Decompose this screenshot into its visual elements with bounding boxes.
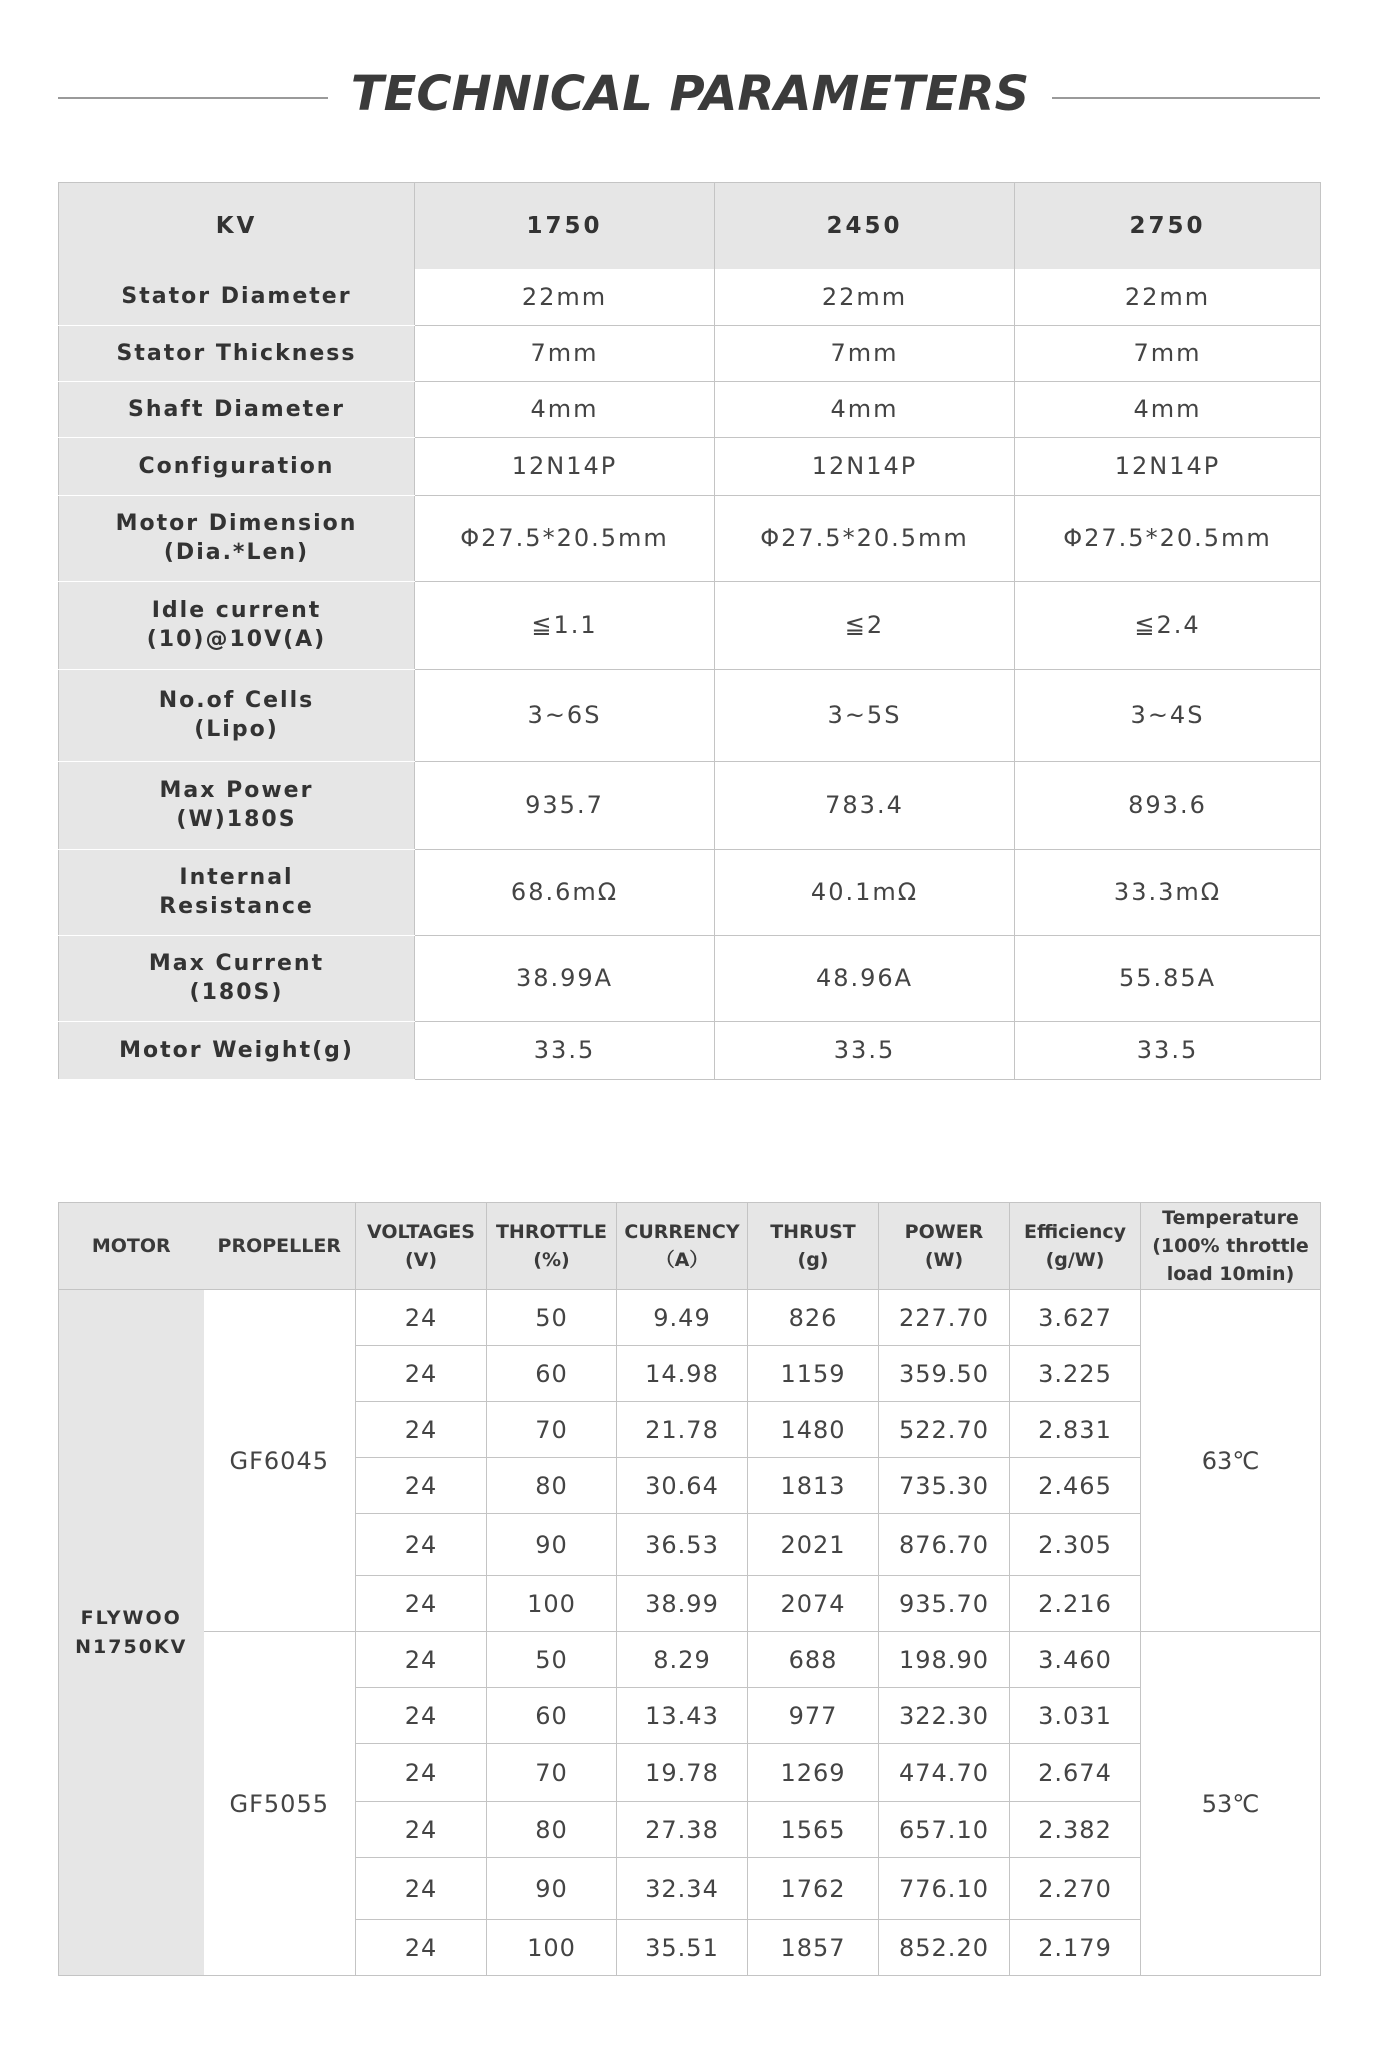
performance-value-cell: 14.98 (617, 1346, 748, 1402)
performance-value-cell: 1159 (748, 1346, 879, 1402)
text-line: (%) (533, 1249, 570, 1271)
performance-value-cell: 977 (748, 1688, 879, 1744)
performance-value-cell: 2.382 (1010, 1802, 1141, 1858)
spec-value-cell: 893.6 (1015, 761, 1321, 849)
performance-value-cell: 735.30 (879, 1458, 1010, 1514)
performance-value-cell: 80 (487, 1802, 617, 1858)
performance-value-cell: 935.70 (879, 1576, 1010, 1632)
performance-value-cell: 50 (487, 1290, 617, 1346)
spec-row-label (59, 381, 415, 437)
text-line: FLYWOO (80, 1606, 182, 1629)
spec-row (59, 437, 1321, 495)
performance-value-cell: 8.29 (617, 1632, 748, 1688)
performance-value-cell: 13.43 (617, 1688, 748, 1744)
text-line: (180S) (189, 980, 284, 1005)
text-line: VOLTAGES (367, 1221, 475, 1243)
performance-value-cell: 359.50 (879, 1346, 1010, 1402)
spec-value-cell: 40.1mΩ (715, 849, 1015, 935)
performance-value-cell: 32.34 (617, 1858, 748, 1920)
text-line: N1750KV (75, 1635, 188, 1658)
performance-value-cell: 2021 (748, 1514, 879, 1576)
performance-value-cell: 2.179 (1010, 1920, 1141, 1976)
spec-value-cell: 4mm (715, 381, 1015, 437)
spec-value-cell: 935.7 (415, 761, 715, 849)
performance-value-cell: 24 (356, 1688, 487, 1744)
text-line: (Lipo) (194, 717, 279, 742)
text-line: Configuration (138, 453, 335, 479)
spec-value-cell: 33.5 (715, 1021, 1015, 1079)
text-line: No.of Cells (158, 688, 315, 713)
performance-value-cell: 21.78 (617, 1402, 748, 1458)
spec-value-cell: 7mm (715, 325, 1015, 381)
text-line: Temperature (1162, 1207, 1299, 1229)
spec-row (59, 581, 1321, 669)
title-bar (0, 60, 1380, 130)
text-line: load 10min) (1166, 1263, 1295, 1285)
spec-row-label (59, 581, 415, 669)
performance-value-cell: 688 (748, 1632, 879, 1688)
spec-row-label (59, 761, 415, 849)
spec-value-cell: 22mm (1015, 269, 1321, 325)
performance-value-cell: 2074 (748, 1576, 879, 1632)
performance-value-cell: 35.51 (617, 1920, 748, 1976)
performance-value-cell: 24 (356, 1402, 487, 1458)
performance-value-cell: 38.99 (617, 1576, 748, 1632)
text-line: Idle current (151, 598, 322, 623)
performance-value-cell: 100 (487, 1576, 617, 1632)
spec-value-cell: 33.3mΩ (1015, 849, 1321, 935)
performance-value-cell: 3.031 (1010, 1688, 1141, 1744)
text-line: THRUST (770, 1221, 856, 1243)
performance-header-cell (1010, 1203, 1141, 1290)
spec-header-cell: KV (59, 183, 415, 270)
spec-value-cell: 68.6mΩ (415, 849, 715, 935)
spec-value-cell: 12N14P (715, 437, 1015, 495)
performance-header-cell (1141, 1203, 1321, 1290)
spec-value-cell: ≦1.1 (415, 581, 715, 669)
performance-value-cell: 24 (356, 1858, 487, 1920)
performance-value-cell: 657.10 (879, 1802, 1010, 1858)
performance-value-cell: 24 (356, 1744, 487, 1802)
performance-value-cell: 100 (487, 1920, 617, 1976)
motor-model-cell (59, 1290, 204, 1976)
spec-value-cell: Φ27.5*20.5mm (1015, 495, 1321, 581)
temperature-cell: 53℃ (1141, 1632, 1321, 1976)
text-line: THROTTLE (495, 1221, 608, 1243)
spec-value-cell: 55.85A (1015, 935, 1321, 1021)
performance-header-cell (59, 1203, 204, 1290)
text-line: (W)180S (176, 807, 297, 832)
performance-value-cell: 3.627 (1010, 1290, 1141, 1346)
performance-value-cell: 90 (487, 1514, 617, 1576)
spec-value-cell: Φ27.5*20.5mm (415, 495, 715, 581)
performance-value-cell: 1857 (748, 1920, 879, 1976)
performance-value-cell: 24 (356, 1458, 487, 1514)
performance-value-cell: 1813 (748, 1458, 879, 1514)
performance-value-cell: 30.64 (617, 1458, 748, 1514)
performance-value-cell: 24 (356, 1802, 487, 1858)
performance-value-cell: 9.49 (617, 1290, 748, 1346)
temperature-cell: 63℃ (1141, 1290, 1321, 1632)
spec-value-cell: ≦2.4 (1015, 581, 1321, 669)
text-line: Motor Weight(g) (119, 1037, 354, 1063)
performance-value-cell: 474.70 (879, 1744, 1010, 1802)
performance-table (58, 1202, 1321, 1976)
spec-row (59, 325, 1321, 381)
text-line: (100% throttle (1152, 1235, 1309, 1257)
text-line: POWER (904, 1221, 984, 1243)
performance-value-cell: 24 (356, 1920, 487, 1976)
performance-value-cell: 2.270 (1010, 1858, 1141, 1920)
table-row (59, 1632, 1321, 1688)
performance-value-cell: 70 (487, 1402, 617, 1458)
spec-value-cell: 3~5S (715, 669, 1015, 761)
text-line: Motor Dimension (115, 511, 358, 536)
spec-value-cell: 783.4 (715, 761, 1015, 849)
spec-row (59, 669, 1321, 761)
performance-value-cell: 19.78 (617, 1744, 748, 1802)
performance-value-cell: 3.225 (1010, 1346, 1141, 1402)
performance-value-cell: 50 (487, 1632, 617, 1688)
performance-value-cell: 24 (356, 1632, 487, 1688)
performance-value-cell: 2.831 (1010, 1402, 1141, 1458)
spec-value-cell: 7mm (415, 325, 715, 381)
spec-row (59, 381, 1321, 437)
performance-value-cell: 876.70 (879, 1514, 1010, 1576)
spec-value-cell: 22mm (715, 269, 1015, 325)
text-line: （A） (655, 1249, 709, 1271)
spec-row (59, 495, 1321, 581)
text-line: (W) (924, 1249, 964, 1271)
text-line: Efficiency (1023, 1221, 1126, 1243)
spec-value-cell: 4mm (1015, 381, 1321, 437)
performance-value-cell: 3.460 (1010, 1632, 1141, 1688)
performance-value-cell: 776.10 (879, 1858, 1010, 1920)
performance-value-cell: 198.90 (879, 1632, 1010, 1688)
performance-value-cell: 2.305 (1010, 1514, 1141, 1576)
spec-header-row (59, 183, 1321, 270)
spec-value-cell: Φ27.5*20.5mm (715, 495, 1015, 581)
text-line: Stator Thickness (116, 340, 357, 366)
performance-value-cell: 826 (748, 1290, 879, 1346)
spec-row-label (59, 849, 415, 935)
text-line: Stator Diameter (121, 284, 352, 310)
performance-value-cell: 24 (356, 1290, 487, 1346)
propeller-cell: GF6045 (204, 1290, 356, 1632)
performance-header-cell (204, 1203, 356, 1290)
performance-value-cell: 70 (487, 1744, 617, 1802)
text-line: (10)@10V(A) (146, 627, 327, 652)
spec-value-cell: 48.96A (715, 935, 1015, 1021)
text-line: CURRENCY (624, 1221, 740, 1243)
performance-value-cell: 522.70 (879, 1402, 1010, 1458)
spec-row-label (59, 1021, 415, 1079)
performance-value-cell: 1762 (748, 1858, 879, 1920)
spec-row (59, 761, 1321, 849)
spec-row (59, 1021, 1321, 1079)
performance-value-cell: 80 (487, 1458, 617, 1514)
performance-value-cell: 1269 (748, 1744, 879, 1802)
spec-value-cell: 7mm (1015, 325, 1321, 381)
spec-header-cell: 2750 (1015, 183, 1321, 270)
spec-value-cell: 33.5 (415, 1021, 715, 1079)
text-line: (Dia.*Len) (163, 540, 310, 565)
spec-table (58, 182, 1321, 1080)
spec-row (59, 269, 1321, 325)
spec-value-cell: 12N14P (1015, 437, 1321, 495)
text-line: (g/W) (1045, 1249, 1105, 1271)
spec-row-label (59, 269, 415, 325)
spec-row-label (59, 325, 415, 381)
spec-row (59, 935, 1321, 1021)
text-line: (V) (404, 1249, 438, 1271)
performance-value-cell: 2.216 (1010, 1576, 1141, 1632)
performance-value-cell: 322.30 (879, 1688, 1010, 1744)
performance-header-cell (748, 1203, 879, 1290)
spec-row (59, 849, 1321, 935)
performance-value-cell: 36.53 (617, 1514, 748, 1576)
spec-value-cell: 33.5 (1015, 1021, 1321, 1079)
performance-value-cell: 2.674 (1010, 1744, 1141, 1802)
performance-header-cell (879, 1203, 1010, 1290)
performance-value-cell: 24 (356, 1514, 487, 1576)
performance-value-cell: 1565 (748, 1802, 879, 1858)
performance-value-cell: 24 (356, 1346, 487, 1402)
performance-header-cell (487, 1203, 617, 1290)
performance-header-row (59, 1203, 1321, 1290)
performance-header-cell (356, 1203, 487, 1290)
title-divider-right (1052, 97, 1320, 99)
performance-value-cell: 2.465 (1010, 1458, 1141, 1514)
performance-value-cell: 90 (487, 1858, 617, 1920)
text-line: PROPELLER (217, 1235, 341, 1257)
spec-value-cell: 22mm (415, 269, 715, 325)
performance-value-cell: 27.38 (617, 1802, 748, 1858)
spec-value-cell: ≦2 (715, 581, 1015, 669)
spec-row-label (59, 935, 415, 1021)
performance-value-cell: 227.70 (879, 1290, 1010, 1346)
table-row (59, 1290, 1321, 1346)
spec-header-cell: 2450 (715, 183, 1015, 270)
text-line: Internal (179, 865, 294, 890)
text-line: MOTOR (91, 1235, 171, 1257)
text-line: (g) (797, 1249, 829, 1271)
performance-value-cell: 60 (487, 1346, 617, 1402)
spec-row-label (59, 669, 415, 761)
text-line: Max Power (159, 778, 314, 803)
propeller-cell: GF5055 (204, 1632, 356, 1976)
spec-row-label (59, 437, 415, 495)
text-line: Resistance (159, 894, 314, 919)
performance-value-cell: 24 (356, 1576, 487, 1632)
performance-value-cell: 1480 (748, 1402, 879, 1458)
spec-row-label (59, 495, 415, 581)
performance-value-cell: 60 (487, 1688, 617, 1744)
spec-value-cell: 12N14P (415, 437, 715, 495)
text-line: Max Current (148, 951, 325, 976)
spec-value-cell: 4mm (415, 381, 715, 437)
performance-header-cell (617, 1203, 748, 1290)
spec-value-cell: 3~4S (1015, 669, 1321, 761)
spec-header-cell: 1750 (415, 183, 715, 270)
text-line: Shaft Diameter (128, 396, 345, 422)
performance-value-cell: 852.20 (879, 1920, 1010, 1976)
page-title: TECHNICAL PARAMETERS (350, 66, 1030, 122)
spec-value-cell: 3~6S (415, 669, 715, 761)
spec-value-cell: 38.99A (415, 935, 715, 1021)
